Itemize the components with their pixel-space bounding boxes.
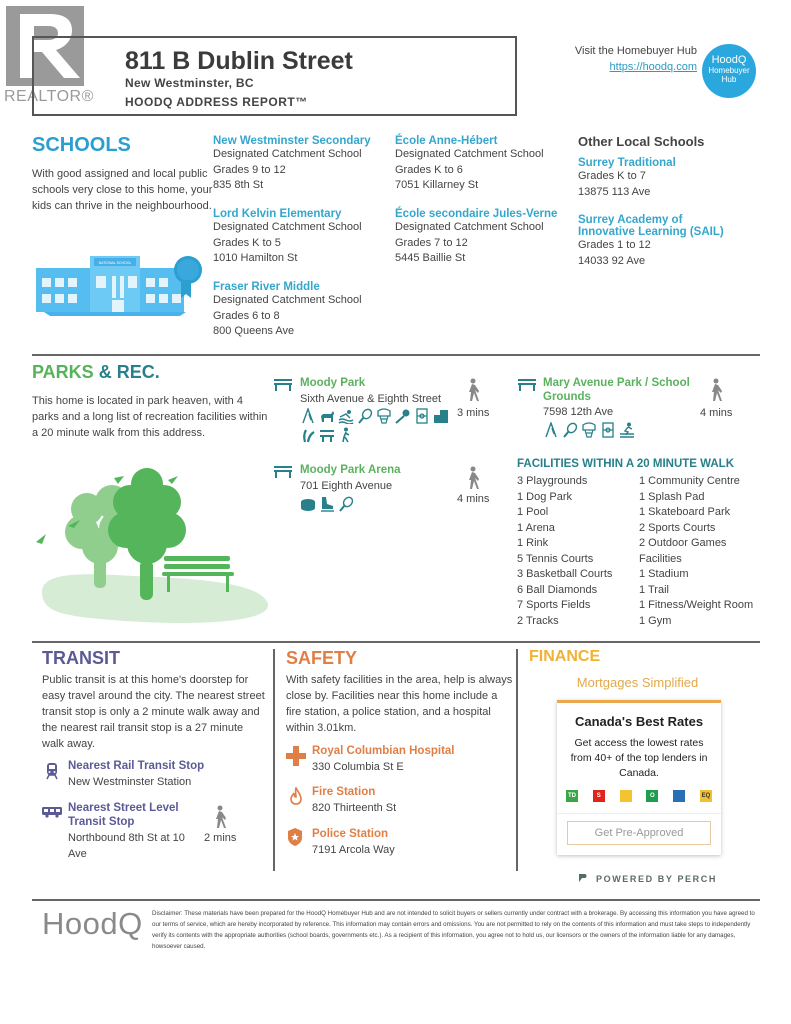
park-name[interactable]: Moody Park Arena [300, 464, 401, 476]
school-item [213, 135, 388, 194]
facility-count-item: 1 Trail [639, 583, 669, 596]
address-city: New Westminster, BC [125, 76, 254, 90]
park-facility-icons [543, 422, 703, 438]
hub-badge-line3: Hub [721, 75, 737, 84]
dog-park-icon [319, 408, 335, 424]
facilities-title: FACILITIES WITHIN A 20 MINUTE WALK [517, 458, 735, 470]
school-grades: Grades 9 to 12 [213, 163, 286, 176]
divider-vertical [273, 649, 275, 871]
hoodq-logo: HoodQ [42, 906, 143, 941]
school-building-icon [34, 250, 206, 316]
parks-title-part2: & REC. [98, 362, 160, 382]
facility-count-item: 1 Arena [517, 521, 555, 534]
school-address: 7051 Killarney St [395, 179, 479, 191]
parks-blurb: This home is located in park heaven, with 4 parks and a long list of recreation facilities within a 20 minute walk from this address. [32, 395, 268, 439]
skate-icon [319, 496, 335, 512]
street-stop-label-line2: Transit Stop [68, 816, 135, 828]
pool-icon [338, 408, 354, 424]
disclaimer-text: Disclaimer: These materials have been prepared for the HoodQ Homebuyer Hub and are not intended to solicit buyers or sellers currently under contract with a brokerage. By accessing this information you have agreed to our terms of service, which are hereby incorporated by reference. This information may contain errors and omissions. You are not permitted to rely on the contents of this information and must take steps to independently verify its contents with the appropriate authorities (school boards, governments etc.). As a recipient of this information, you agree not to hold us, our licensors or the owners of the information liable for any damages, howsoever caused. [152, 910, 755, 950]
walk-time: 3 mins [457, 407, 490, 419]
powered-by-perch[interactable]: POWERED BY PERCH [596, 874, 717, 884]
lender-logo-icon: S [593, 790, 605, 802]
hub-badge-line1: HoodQ [711, 54, 747, 66]
facility-count-item: 3 Playgrounds [517, 475, 588, 487]
school-grades: Grades 6 to 8 [213, 309, 280, 322]
splash-pad-icon [300, 427, 316, 443]
school-sign-text: NATIONAL SCHOOL [98, 261, 132, 265]
fire-station-address: 820 Thirteenth St [312, 802, 397, 814]
report-label: HOODQ ADDRESS REPORT™ [125, 95, 308, 109]
police-badge-icon [288, 828, 302, 846]
lender-logo-icon: EQ [700, 790, 712, 802]
rates-card [557, 700, 721, 855]
park-illustration-icon [32, 454, 272, 624]
school-grades: Grades K to 6 [395, 163, 463, 176]
facility-count-item: 1 Stadium [639, 568, 689, 580]
rates-card-title: Canada's Best Rates [574, 714, 704, 729]
facility-count-item: 6 Ball Diamonds [517, 583, 598, 596]
rates-card-description: Get access the lowest rates from 40+ of the top lenders in Canada. [570, 737, 708, 779]
facility-count-item: 3 Basketball Courts [517, 568, 613, 580]
school-name[interactable]: New Westminster Secondary [213, 135, 371, 147]
park-name-line2[interactable]: Grounds [543, 391, 591, 403]
facility-count-item: 2 Sports Courts [639, 521, 716, 534]
street-stop-name-line2: Ave [68, 848, 87, 860]
safety-title: SAFETY [286, 648, 358, 668]
get-pre-approved-button[interactable]: Get Pre-Approved [567, 821, 711, 845]
walking-icon [465, 378, 481, 402]
bus-icon [42, 806, 62, 818]
school-address: 1010 Hamilton St [213, 252, 298, 264]
tennis-icon [338, 496, 354, 512]
facility-count-item: 5 Tennis Courts [517, 552, 594, 565]
school-name[interactable]: École Anne-Hébert [395, 135, 498, 147]
track-icon [619, 422, 635, 438]
school-name[interactable]: École secondaire Jules-Verne [395, 208, 558, 220]
other-schools-title: Other Local Schools [578, 134, 705, 149]
facilities-col2 [639, 474, 764, 629]
realtor-label: REALTOR® [4, 88, 94, 105]
park-address: 701 Eighth Avenue [300, 480, 393, 492]
school-type: Designated Catchment School [213, 294, 362, 306]
facility-count-item: Facilities [639, 552, 682, 565]
facility-count-item: 2 Outdoor Games [639, 537, 727, 549]
other-school-item [578, 214, 768, 269]
basketball-icon [581, 422, 597, 438]
facility-count-item: 1 Rink [517, 537, 549, 549]
park-name[interactable]: Moody Park [300, 377, 366, 389]
rail-stop-name: New Westminster Station [68, 776, 192, 788]
street-stop-label-line1: Nearest Street Level [68, 802, 179, 814]
school-grades: Grades K to 5 [213, 236, 281, 249]
community-centre-icon [433, 408, 449, 424]
tennis-icon [357, 408, 373, 424]
facility-count-item: 1 Dog Park [517, 490, 573, 503]
school-item [213, 281, 388, 340]
facility-count-item: 2 Tracks [517, 614, 559, 627]
hub-badge-line2: Homebuyer [708, 66, 750, 75]
playground-icon [300, 408, 316, 424]
facility-count-item: 1 Skateboard Park [639, 506, 731, 518]
school-address: 14033 92 Ave [578, 254, 646, 267]
walking-icon [465, 466, 481, 490]
school-grades: Grades 1 to 12 [578, 239, 651, 251]
divider [32, 641, 760, 643]
school-type: Designated Catchment School [395, 148, 544, 160]
school-type: Designated Catchment School [213, 221, 362, 233]
facility-count-item: 1 Gym [639, 614, 672, 627]
facility-count-item: 7 Sports Fields [517, 599, 591, 611]
card-divider [557, 813, 721, 814]
facilities-col1 [517, 474, 637, 629]
walking-icon [212, 805, 228, 829]
playground-icon [543, 422, 559, 438]
bench-icon [274, 379, 292, 391]
rail-stop-label: Nearest Rail Transit Stop [68, 760, 205, 772]
other-school-item [578, 157, 753, 200]
walking-icon [708, 378, 724, 402]
outdoor-games-icon [395, 408, 411, 424]
tennis-icon [562, 422, 578, 438]
school-type: Designated Catchment School [395, 221, 544, 233]
lender-logo-icon [620, 790, 632, 802]
hub-prompt: Visit the Homebuyer Hub [574, 45, 697, 57]
perch-logo-icon [578, 873, 588, 883]
lender-logo-icon: O [646, 790, 658, 802]
facility-count-item: 1 Community Centre [639, 475, 740, 487]
arena-icon [300, 496, 316, 512]
divider [32, 899, 760, 901]
police-station-address: 7191 Arcola Way [312, 844, 395, 856]
safety-blurb: With safety facilities in the area, help is always close by. Facilities near this home include a fire station, a police station, and a hospital within 3.01km. [286, 674, 513, 734]
fire-station-name[interactable]: Fire Station [312, 786, 376, 798]
school-grades: Grades 7 to 12 [395, 236, 468, 249]
picnic-table-icon [319, 427, 335, 443]
walk-time: 4 mins [457, 493, 490, 505]
transit-title: TRANSIT [42, 648, 120, 668]
hospital-cross-icon [286, 746, 306, 766]
bench-icon [518, 379, 536, 391]
parks-title-part1: PARKS [32, 362, 94, 382]
school-address: 835 8th St [213, 179, 264, 191]
walk-time: 4 mins [700, 407, 733, 419]
park-facility-icons [300, 408, 460, 443]
lender-logo-icon: TD [566, 790, 578, 802]
school-name[interactable]: Fraser River Middle [213, 281, 320, 293]
lender-logos [566, 790, 712, 802]
finance-title: FINANCE [529, 648, 601, 665]
fire-icon [290, 787, 302, 805]
school-item [395, 208, 570, 267]
divider-vertical [516, 649, 518, 871]
transit-blurb: Public transit is at this home's doorstep for easy travel around the city. The nearest street transit stop is only a 2 minute walk away and the nearest rail transit stop is a 27 minute walk away. [42, 674, 265, 750]
school-name-line1[interactable]: Surrey Academy of [578, 214, 683, 226]
street-stop-name-line1: Northbound 8th St at 10 [68, 832, 185, 844]
address-title: 811 B Dublin Street [125, 47, 353, 75]
facility-count-item: 1 Fitness/Weight Room [639, 599, 754, 611]
park-address: Sixth Avenue & Eighth Street [300, 393, 442, 405]
school-type: Designated Catchment School [213, 148, 362, 160]
hospital-address: 330 Columbia St E [312, 761, 404, 773]
trail-icon [338, 427, 354, 443]
park-facility-icons [300, 496, 460, 512]
school-address: 13875 113 Ave [578, 185, 651, 198]
school-name[interactable]: Lord Kelvin Elementary [213, 208, 342, 220]
lender-logo-icon [673, 790, 685, 802]
sports-field-icon [414, 408, 430, 424]
park-address: 7598 12th Ave [543, 406, 614, 418]
basketball-icon [376, 408, 392, 424]
school-name[interactable]: Surrey Traditional [578, 157, 676, 169]
train-icon [45, 762, 59, 780]
schools-title: SCHOOLS [32, 134, 131, 156]
parks-title [32, 362, 160, 383]
police-station-name[interactable]: Police Station [312, 828, 389, 840]
facility-count-item: 1 Splash Pad [639, 490, 705, 503]
schools-blurb: With good assigned and local public schools very close to this home, your kids can thrive in the neighbourhood. [32, 168, 213, 212]
school-name-line2[interactable]: Innovative Learning (SAIL) [578, 226, 724, 238]
sports-field-icon [600, 422, 616, 438]
school-item [213, 208, 388, 267]
hospital-name[interactable]: Royal Columbian Hospital [312, 745, 455, 757]
park-name-line1[interactable]: Mary Avenue Park / School [543, 377, 690, 389]
facility-count-item: 1 Pool [517, 506, 549, 518]
school-item [395, 135, 570, 194]
school-address: 5445 Baillie St [395, 252, 466, 264]
school-address: 800 Queens Ave [213, 325, 295, 337]
school-grades: Grades K to 7 [578, 170, 646, 182]
walk-time: 2 mins [204, 832, 237, 844]
hub-link[interactable]: https://hoodq.com [609, 61, 697, 73]
bench-icon [274, 466, 292, 478]
mortgages-subtitle: Mortgages Simplified [576, 675, 699, 690]
hub-badge[interactable] [702, 44, 756, 98]
divider [32, 354, 760, 356]
